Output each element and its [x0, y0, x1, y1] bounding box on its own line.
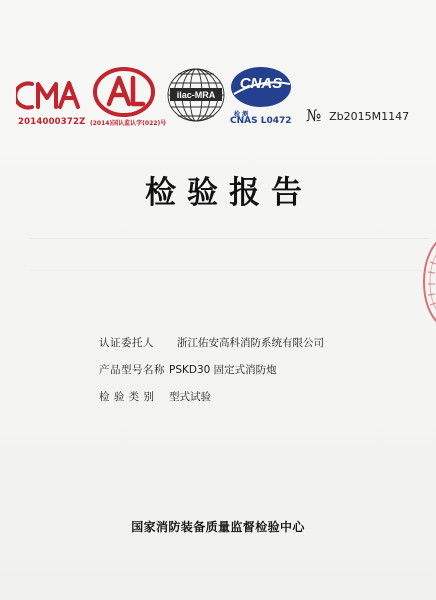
ilac-logo-text: ilac-MRA	[176, 90, 216, 100]
cnas-logo	[228, 64, 294, 110]
field-value: 浙江佑安高科消防系统有限公司	[177, 337, 324, 349]
issuing-organization: 国家消防装备质量监督检验中心	[131, 520, 305, 534]
number-sign: №	[306, 106, 322, 125]
cal-logo	[91, 66, 157, 118]
partial-seal-stamp	[410, 232, 436, 332]
report-title: 检验报告	[145, 175, 313, 211]
cnas-testing-label: 检 测	[234, 111, 249, 118]
report-number-value: Zb2015M1147	[329, 110, 410, 123]
report-number	[306, 106, 409, 125]
field-value: 型式试验	[169, 391, 211, 403]
field-label: 认证委托人	[99, 337, 154, 349]
cma-certificate-code: 2014000372Z	[18, 117, 86, 127]
cnas-accreditation-code: CNAS L0472	[230, 116, 292, 126]
field-product-model	[99, 362, 277, 377]
paper-texture-line	[30, 270, 430, 271]
cnas-logo-text: CNAS	[239, 75, 283, 92]
cal-certificate-code: (2014)国认监认字(022)号	[90, 120, 167, 127]
paper-texture-line	[30, 238, 430, 239]
field-label: 产品型号名称	[99, 364, 165, 376]
field-test-category	[99, 389, 211, 404]
ilac-mra-logo	[164, 66, 228, 124]
cma-logo	[16, 76, 86, 114]
field-label: 检 验 类 别	[99, 391, 155, 403]
field-applicant	[99, 335, 324, 350]
field-value: PSKD30 固定式消防炮	[169, 364, 277, 376]
